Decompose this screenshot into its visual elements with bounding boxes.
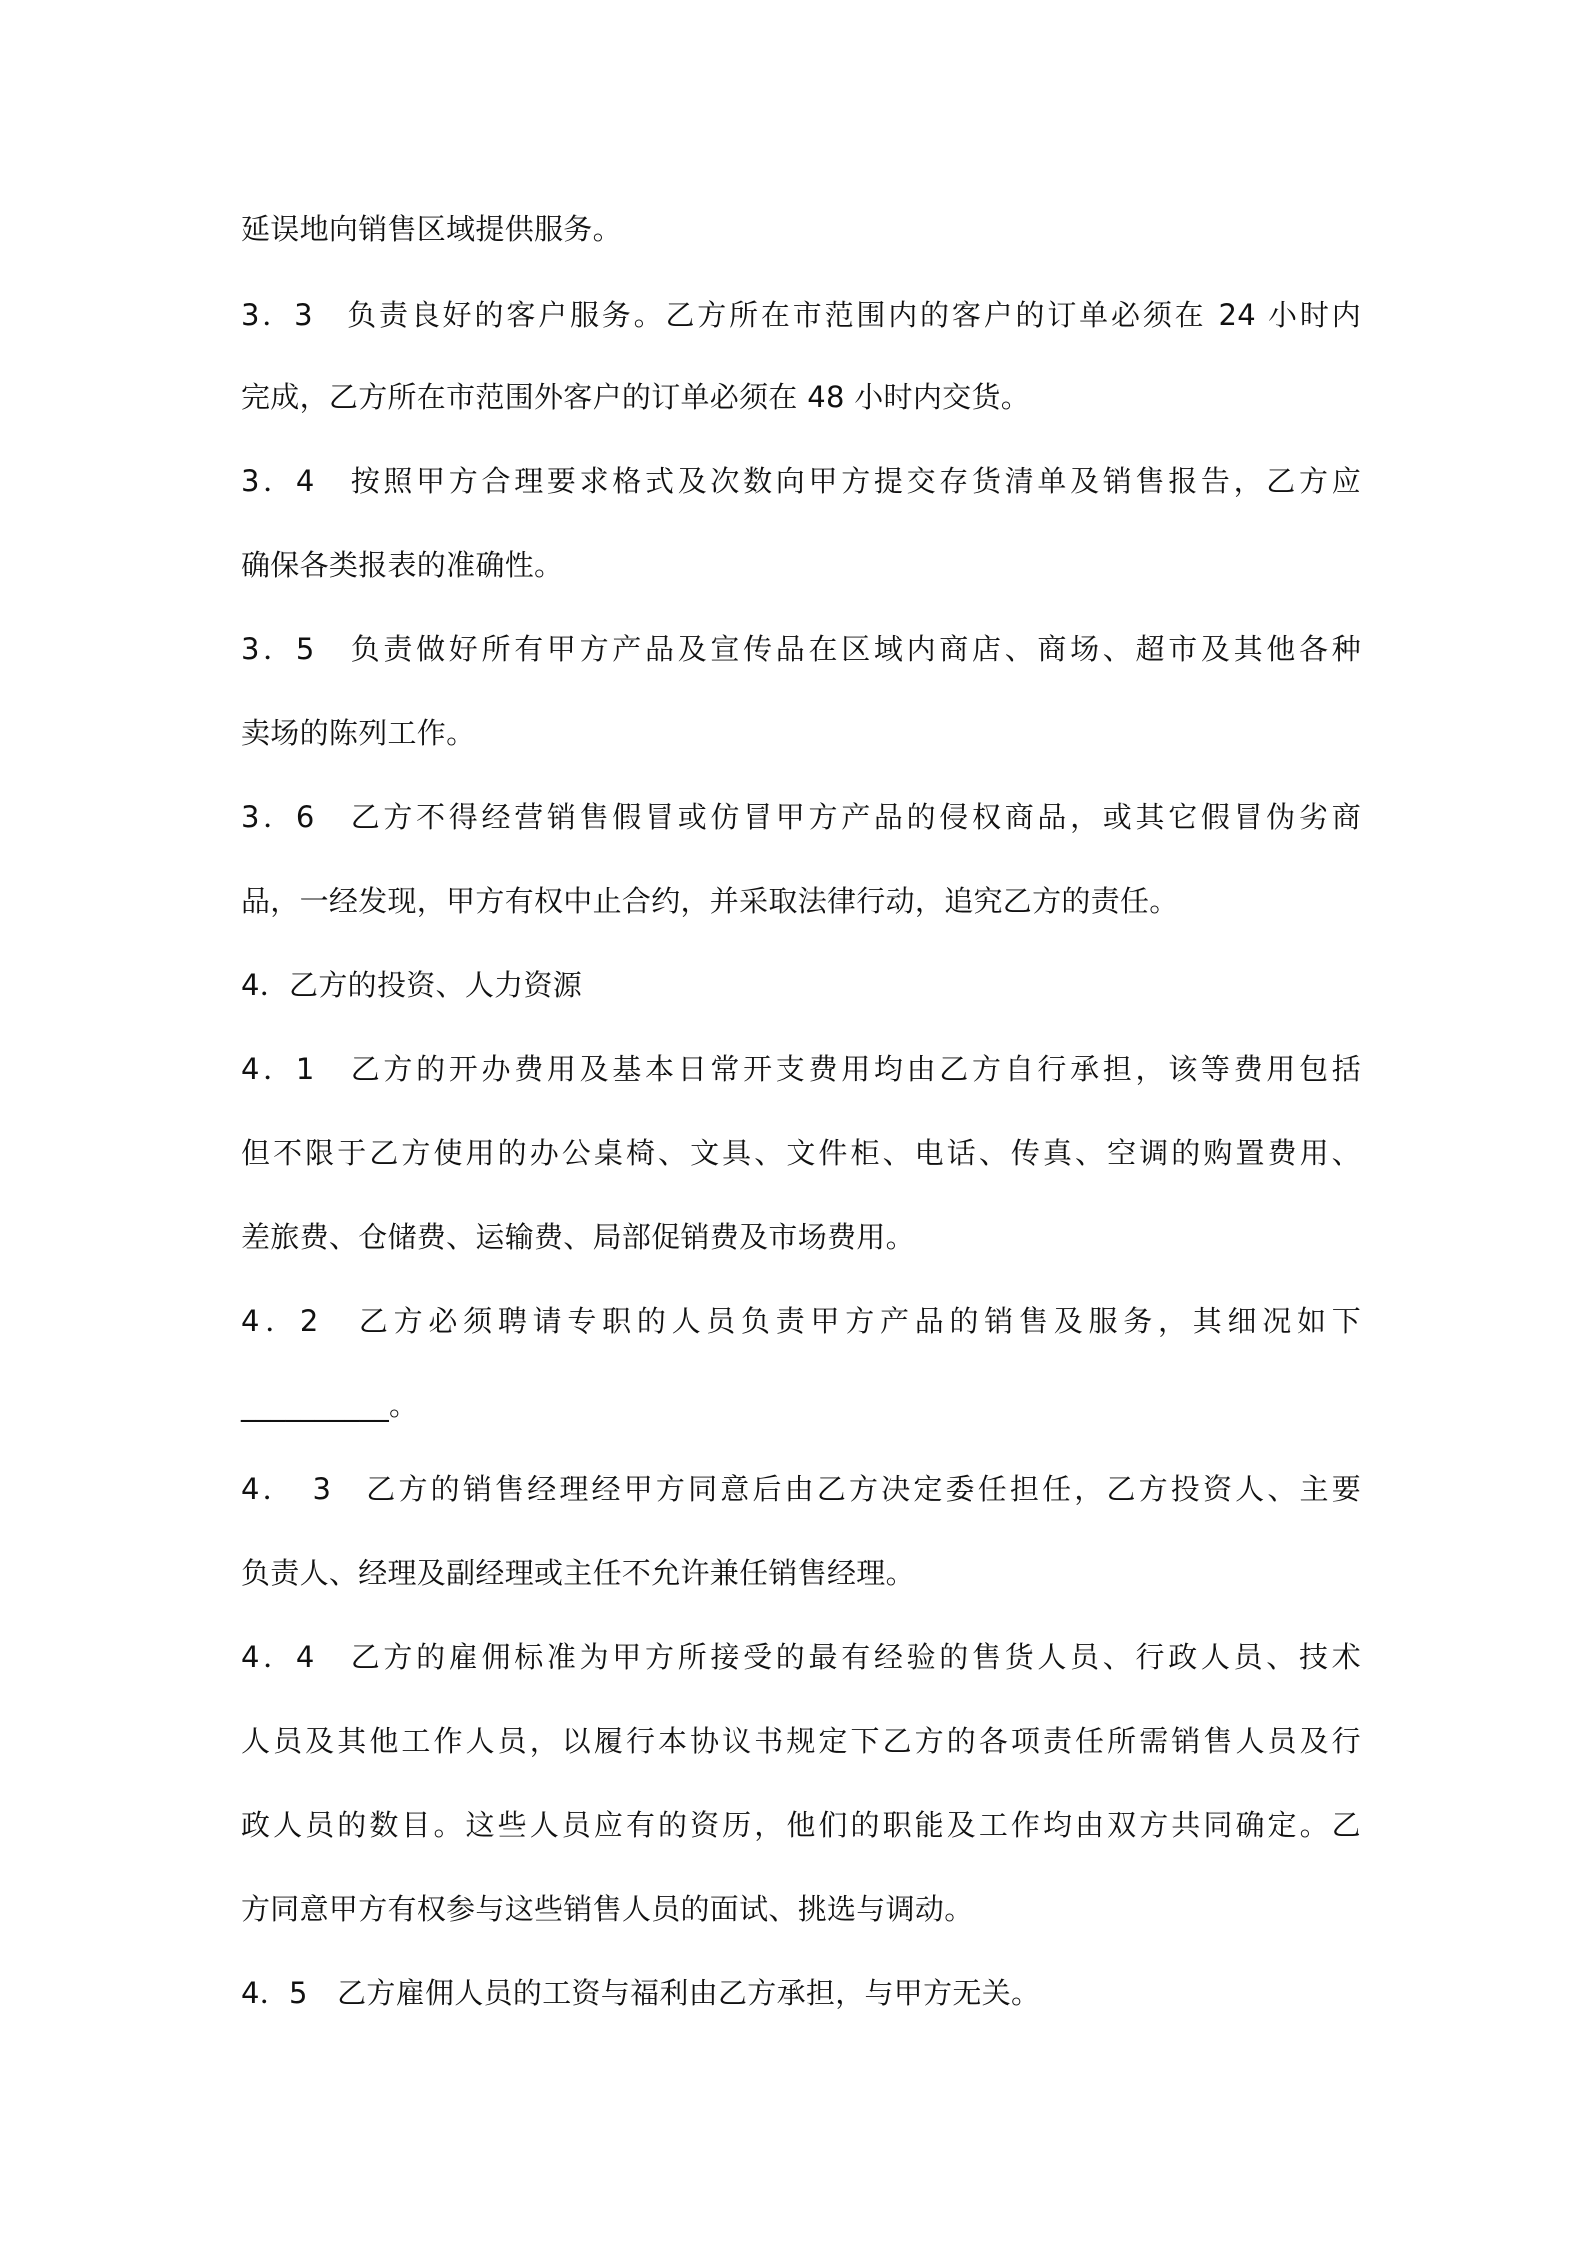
text-line: 差旅费、仓储费、运输费、局部促销费及市场费用。: [241, 1220, 915, 1254]
text-line: 但不限于乙方使用的办公桌椅、文具、文件柜、电话、传真、空调的购置费用、: [241, 1136, 1361, 1170]
text-line: 确保各类报表的准确性。: [241, 548, 564, 582]
text-line: 3．4 按照甲方合理要求格式及次数向甲方提交存货清单及销售报告，乙方应: [241, 464, 1361, 498]
text-line: 卖场的陈列工作。: [241, 716, 476, 750]
text-line: 4．5 乙方雇佣人员的工资与福利由乙方承担，与甲方无关。: [241, 1976, 1041, 2010]
text-line: 3．5 负责做好所有甲方产品及宣传品在区域内商店、商场、超市及其他各种: [241, 632, 1361, 666]
text-line: 4．2 乙方必须聘请专职的人员负责甲方产品的销售及服务，其细况如下: [241, 1304, 1361, 1338]
text-line: 方同意甲方有权参与这些销售人员的面试、挑选与调动。: [241, 1892, 974, 1926]
blank-field-line: __________。: [241, 1388, 419, 1422]
text-line: 3．6 乙方不得经营销售假冒或仿冒甲方产品的侵权商品，或其它假冒伪劣商: [241, 800, 1361, 834]
text-line: 完成，乙方所在市范围外客户的订单必须在 48 小时内交货。: [241, 380, 1031, 414]
text-line: 4．4 乙方的雇佣标准为甲方所接受的最有经验的售货人员、行政人员、技术: [241, 1640, 1361, 1674]
text-line: 品，一经发现，甲方有权中止合约，并采取法律行动，追究乙方的责任。: [241, 884, 1179, 918]
text-line: 延误地向销售区域提供服务。: [241, 212, 622, 246]
text-line: 人员及其他工作人员，以履行本协议书规定下乙方的各项责任所需销售人员及行: [241, 1724, 1361, 1758]
text-line: 4．1 乙方的开办费用及基本日常开支费用均由乙方自行承担，该等费用包括: [241, 1052, 1361, 1086]
section-heading: 4．乙方的投资、人力资源: [241, 968, 583, 1002]
text-line: 3．3 负责良好的客户服务。乙方所在市范围内的客户的订单必须在 24 小时内: [241, 298, 1361, 332]
text-line: 政人员的数目。这些人员应有的资历，他们的职能及工作均由双方共同确定。乙: [241, 1808, 1361, 1842]
text-line: 4． 3 乙方的销售经理经甲方同意后由乙方决定委任担任，乙方投资人、主要: [241, 1472, 1361, 1506]
text-line: 负责人、经理及副经理或主任不允许兼任销售经理。: [241, 1556, 915, 1590]
